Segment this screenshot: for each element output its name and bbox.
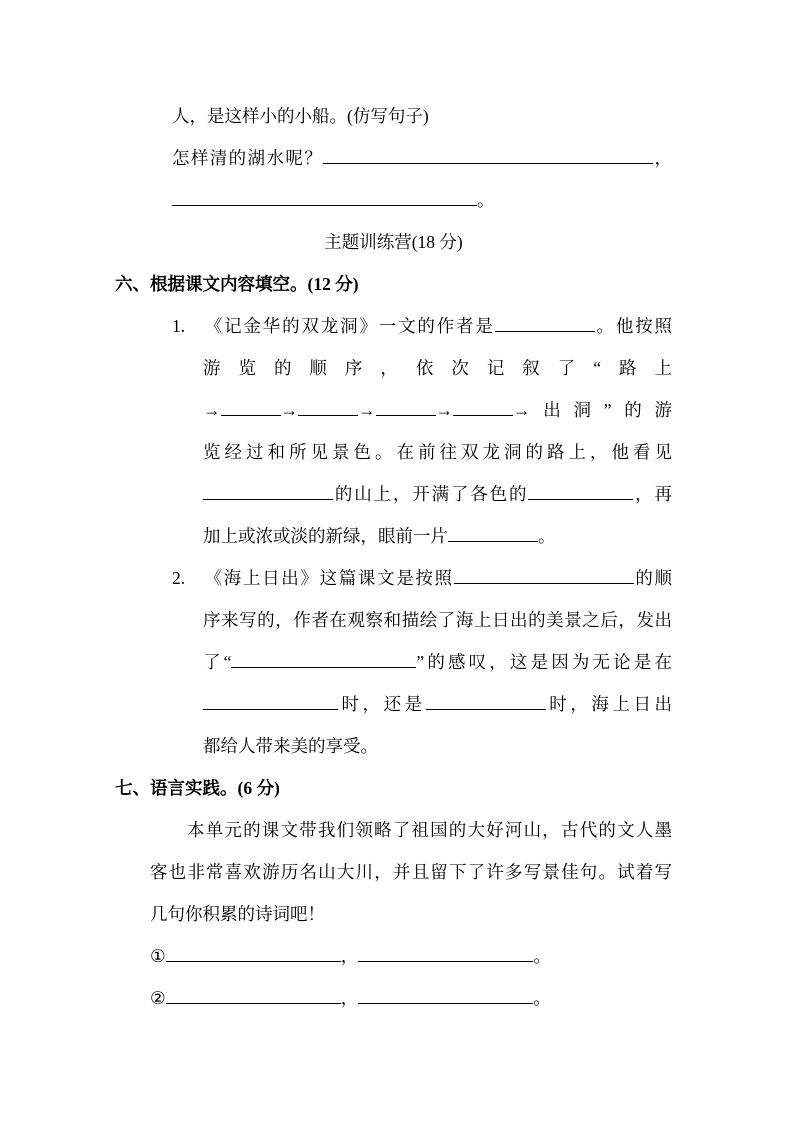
fill-blank [454, 566, 634, 585]
s7-paragraph-line-1 [150, 809, 672, 851]
comma: ， [340, 988, 359, 1008]
q1-text-b: 。他按照 [594, 316, 673, 336]
s7-paragraph-line-2 [150, 851, 672, 893]
q1-line-5 [203, 473, 672, 515]
s7-answer-line-1 [150, 935, 672, 977]
q2-line-4 [203, 683, 672, 725]
s7-para-text-3: 几句你积累的诗词吧！ [150, 904, 325, 924]
fill-blank [166, 944, 341, 963]
q2-text-a: 《海上日出》这篇课文是按照 [203, 568, 454, 588]
circled-number-2: ② [150, 988, 166, 1008]
fill-blank [376, 398, 436, 417]
s7-para-text-2: 客也非常喜欢游历名山大川，并且留下了许多写景佳句。试着写 [150, 862, 672, 882]
q1-line-1 [172, 305, 672, 347]
fill-blank [448, 524, 538, 543]
fill-blank [231, 650, 416, 669]
arrow-icon: → [358, 400, 376, 420]
section6-title-text: 六、根据课文内容填空。(12 分) [115, 274, 359, 294]
fill-blank [495, 314, 595, 333]
arrow-icon: → [280, 400, 298, 420]
period: 。 [477, 190, 495, 210]
q2-text-d: 了“ [203, 652, 232, 672]
s7-para-text-1: 本单元的课文带我们领略了祖国的大好河山，古代的文人墨 [187, 820, 672, 840]
q1-text-f: 的山上，开满了各色的 [333, 484, 529, 504]
fill-blank [528, 482, 633, 501]
period: 。 [538, 526, 556, 546]
q2-text-b: 的顺 [633, 568, 672, 588]
imitation-question-text: 怎样清的湖水呢？ [172, 148, 324, 168]
period: 。 [533, 988, 551, 1008]
comma: ， [340, 946, 359, 966]
comma: ， [653, 148, 673, 168]
s7-answer-line-2 [150, 977, 672, 1019]
section7-title-text: 七、语言实践。(6 分) [115, 778, 280, 798]
question-number: 1. [172, 316, 186, 336]
q2-text-g: 时，海上日出 [545, 694, 673, 714]
arrow-icon: → [435, 400, 453, 420]
q1-text-c: 游览的顺序，依次记叙了“路上 [203, 358, 672, 378]
imitation-prompt-text: 人，是这样小的小船。(仿写句子) [172, 106, 429, 126]
fill-blank [358, 944, 533, 963]
banner-title: 主题训练营(18 分) [324, 232, 463, 252]
fill-blank [358, 986, 533, 1005]
q2-line-3 [203, 641, 672, 683]
fill-blank [298, 398, 358, 417]
q2-line-1 [172, 557, 672, 599]
fill-blank [221, 398, 281, 417]
circled-number-1: ① [150, 946, 166, 966]
q1-text-a: 《记金华的双龙洞》一文的作者是 [203, 316, 495, 336]
q1-line-3 [203, 389, 672, 431]
q1-line-4 [203, 431, 672, 473]
imitation-answer-line-2 [172, 179, 672, 221]
imitation-answer-line-1 [172, 137, 672, 179]
fill-blank [203, 692, 338, 711]
period: 。 [533, 946, 551, 966]
q2-text-f: 时，还是 [338, 694, 426, 714]
q2-text-c: 序来写的，作者在观察和描绘了海上日出的美景之后，发出 [203, 610, 672, 630]
s7-paragraph-line-3 [150, 893, 672, 935]
q2-text-h: 都给人带来美的享受。 [203, 736, 378, 756]
q1-text-h: 加上或浓或淡的新绿，眼前一片 [203, 526, 448, 546]
q1-text-d: →出洞”的游 [513, 400, 672, 420]
q1-line-6 [203, 515, 672, 557]
fill-blank [166, 986, 341, 1005]
fill-blank [426, 692, 546, 711]
fill-blank [172, 188, 477, 207]
arrow-icon: → [203, 400, 221, 420]
q2-line-5 [203, 725, 672, 767]
section-banner [115, 221, 672, 263]
fill-blank [203, 482, 333, 501]
section7-title [115, 767, 672, 809]
q2-line-2 [203, 599, 672, 641]
q1-text-e: 览经过和所见景色。在前往双龙洞的路上，他看见 [203, 442, 672, 462]
section6-title [115, 263, 672, 305]
imitation-prompt-line [172, 95, 672, 137]
q2-text-e: ”的感叹，这是因为无论是在 [416, 652, 672, 672]
q1-line-2 [203, 347, 672, 389]
fill-blank [453, 398, 513, 417]
fill-blank [323, 146, 653, 165]
question-number: 2. [172, 568, 186, 588]
q1-text-g: ，再 [633, 484, 673, 504]
